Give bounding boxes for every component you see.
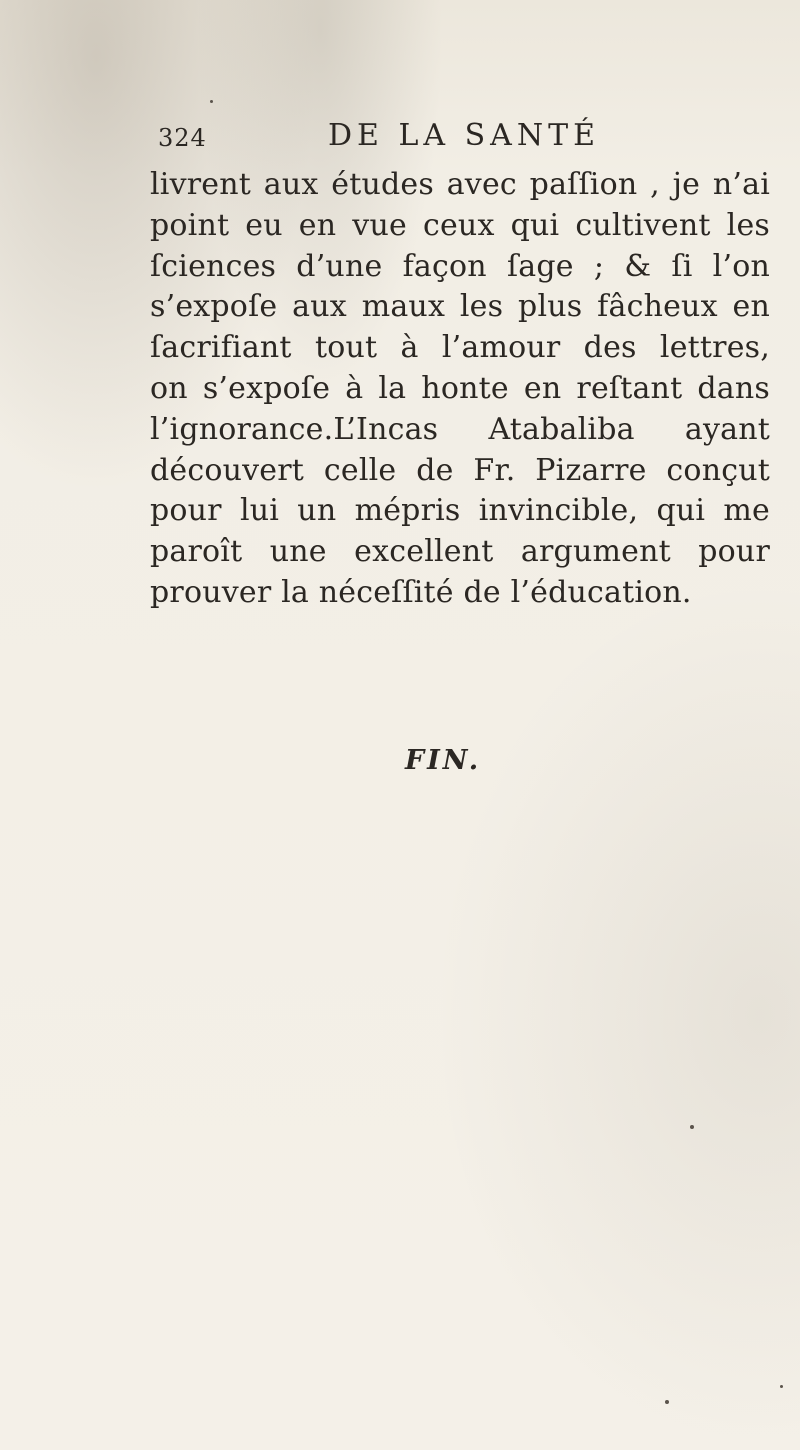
text-line: on s’expoſe à la honte en reſtant dans <box>150 370 770 406</box>
running-head <box>158 118 628 158</box>
text-line: pour lui un mépris invincible, qui me <box>150 493 770 529</box>
text-line: découvert celle de Fr. Pizarre conçut <box>150 452 770 488</box>
text-line: paroît une excellent argument pour <box>150 534 770 570</box>
text-line: point eu en vue ceux qui cultivent les <box>150 207 770 243</box>
text-line: s’expoſe aux maux les plus fâcheux en <box>150 289 770 325</box>
paper-speck <box>665 1400 669 1404</box>
text-line: ſacrifiant tout à l’amour des lettres, <box>150 330 770 366</box>
paper-speck <box>780 1385 783 1388</box>
page-number: 324 <box>158 124 207 152</box>
paper-speck <box>210 100 213 103</box>
text-line-last: prouver la néceſſité de l’éducation. <box>150 574 692 610</box>
fin-mark: FIN. <box>405 745 482 776</box>
body-paragraph <box>150 165 770 614</box>
paper-speck <box>690 1125 694 1129</box>
text-line: ſciences d’une façon ſage ; & ſi l’on <box>150 248 770 284</box>
text-line: l’ignorance.L’Incas Atabaliba ayant <box>150 411 770 447</box>
running-title: DE LA SANTÉ <box>328 118 600 153</box>
text-line: livrent aux études avec paſſion , je n’ai <box>150 167 770 202</box>
